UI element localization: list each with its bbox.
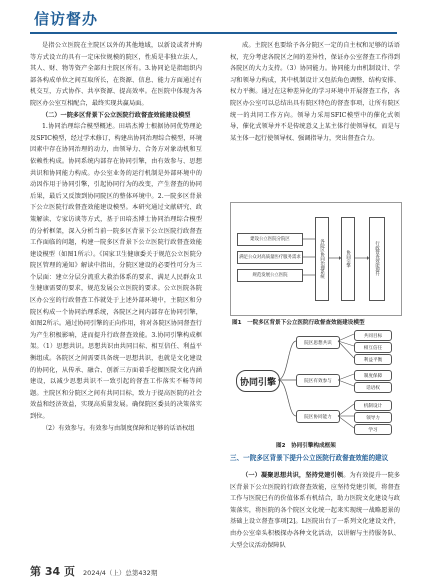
right-paragraph-1: 成。主院区也要给予各分院区一定的自主权和足够的话语权，充分考虑各院区之间的差异性，保证办公室督查工作得到各院区的大力支持。（3）协同能力。协同能力由机制设计、学习和领导力构成，其中机制设计又包括角色调整、结构安排、权力平衡。通过在这种差异化的学习环境中开展督查工作，各院区办公室可以总结出具有院区特色的督查事项，让所有院区统一的共同工作方向。领导力采用SFIC模型中的催化式领导，催化式领导并不是传统意义上某主体行使领导权，而是与某主体一起行使领导权、强调指导力，突出督查合力。 xyxy=(230,42,400,142)
figure-2-caption: 图2 协同引擎构成框架 xyxy=(276,443,336,449)
fig2-node-voice: 话语权 xyxy=(354,382,392,393)
fig1-vertical-system: 各院区协同治理系统 xyxy=(315,217,329,301)
right-column-top xyxy=(230,40,400,144)
fig2-center-engine: 协同引擎 xyxy=(236,370,280,392)
fig2-node-participation: 院区有效参与 xyxy=(296,374,340,387)
section-3-body: 。为有效提升一院多区背景下公立医院的行政督查效能，应坚持党建引领，将督查工作与医院已有的价值体系有机结合，助力医院文化建设与政策落实，将医院的各个院区文化统一起来实现统一战略愿景的基础上设立督查事项[2]。L医院出台了一系列文化建设文件，由办公室牵头积极探办各种文化活动，以讲解与主持服务队、大型会议活动保障队 xyxy=(230,472,401,549)
left-subheading: （二）一院多区背景下公立医院行政督查效能建设模型 xyxy=(42,111,191,119)
fig1-box-1: 建设公立医院分院区 xyxy=(237,233,303,246)
fig2-node-consensus: 院区思想共识 xyxy=(296,336,340,349)
fig2-node-common-goal: 共同目标 xyxy=(354,330,392,341)
page-footer xyxy=(30,563,157,579)
fig1-vertical-engine: 协同引擎 xyxy=(341,217,355,301)
fig1-box-3: 规范发展公立医院 xyxy=(237,269,303,282)
journal-section-title: 信访督办 xyxy=(34,10,99,28)
fig2-connectors xyxy=(230,330,400,440)
fig2-node-learning: 学习 xyxy=(354,424,392,435)
fig2-node-trust: 相互信任 xyxy=(354,342,392,353)
left-column xyxy=(30,40,202,434)
left-paragraph-1: 是指公立医院在主院区以外的其他地域，以新设或者并购等方式设立的具有一定床位规模的院区，性质是非独立法人，其人、财、物等资产全部归主院区所有。3.协同论是指组织内部各构成单位之间互取所长，在资源、信息、能力方面通过有机交互，方式协作、共享资源、提高效率。在医院中体现为各院区办公室互相配合，最终实现共赢局面。 xyxy=(30,42,202,107)
issue-info: 2024/4（上）总第432期 xyxy=(83,569,158,577)
fig2-node-capacity: 院区协同能力 xyxy=(296,410,340,423)
section-3-title: 三、一院多区背景下提升公立医院行政督查效能的建议 xyxy=(230,454,389,462)
left-paragraph-2: 1.协同治理综合模型概述。田培杰博士根据协同优势理论及SFIC模型，经过学术修订，构建出协同治理综合模型，环境因素中存在协同治理的动力，由领导力、合务方对象动机和互依赖性构成。协同系统内部存在协同引擎，由有效参与、思想共识和协同能力构成。办公室业务的运行机制是外部环境中的动因作用于协同引擎，引起协同行为的改变，产生督查的协同后果，最后又反馈到协同院区的整体环境中。2.一院多区背景下公立医院行政督查效能建设模型。本研究通过文献研究、政策解读、专家访谈等方式，基于田培杰博士协同治理综合模型的分析框架，深入分析当前一院多区背景下公立医院行政督查工作面临的问题，构建一院多区背景下公立医院行政督查效能建设模型（如图1所示）。《国家卫生健康委关于规范公立医院分院区管理的通知》解读中指出，分院区建设的必要性可分为三个层面：建立分层分流重大救治体系的要求、满足人民群众卫生健康需要的要求，规范发展公立医院的要求。公立医院各院区办公室的行政督查工作就处于上述外部环境中，主院区和分院区构成一个协同治理系统，各院区之间内部存在协同引擎，如图2所示。通过协同引擎的正向作用，将对各院区协同督查行为产生积极影响，进而提升行政督查效能。3.协同引擎构成框架。（1）思想共识。思想共识由共同目标、相互信任、利益平衡组成。各院区之间需要具备统一思想共识，也就是文化建设的协同化，从传承、融合、创新三方面着手挖掘医院文化内涵建设，以减少思想共识不一致引起的督查工作落实不畅等问题。主院区和分院区之间有共同目标，致力于提高医院的社会效益和经济效益，实现高质量发展。确保院区委员的决策落实到位。 xyxy=(30,123,202,420)
header-band xyxy=(0,0,427,44)
fig2-node-balance: 利益平衡 xyxy=(354,354,392,365)
right-column-bottom xyxy=(230,470,400,551)
page-number: 第 34 页 xyxy=(30,565,75,578)
figure-2 xyxy=(230,330,400,440)
section-3-subheading: （一）凝聚思想共识，坚持党建引领 xyxy=(242,472,344,479)
fig1-arrows xyxy=(231,203,401,315)
fig2-node-mechanism: 机制设计 xyxy=(354,400,392,411)
fig1-vertical-outcome: 行政督查效能提升 xyxy=(369,217,385,301)
section-3-paragraph xyxy=(230,470,400,551)
left-paragraph-3: （2）有效参与。有效参与由制度保障和足够的话语权组 xyxy=(42,424,195,432)
fig1-box-2: 满足公众对高质量医疗服务需求 xyxy=(237,251,303,264)
figure-1 xyxy=(230,202,402,316)
header-rule xyxy=(30,32,397,34)
fig2-node-system: 制度保障 xyxy=(354,370,392,381)
fig2-node-leadership: 领导力 xyxy=(354,412,392,423)
figure-1-caption: 图1 一院多区背景下公立医院行政督查效能建设模型 xyxy=(232,320,365,326)
